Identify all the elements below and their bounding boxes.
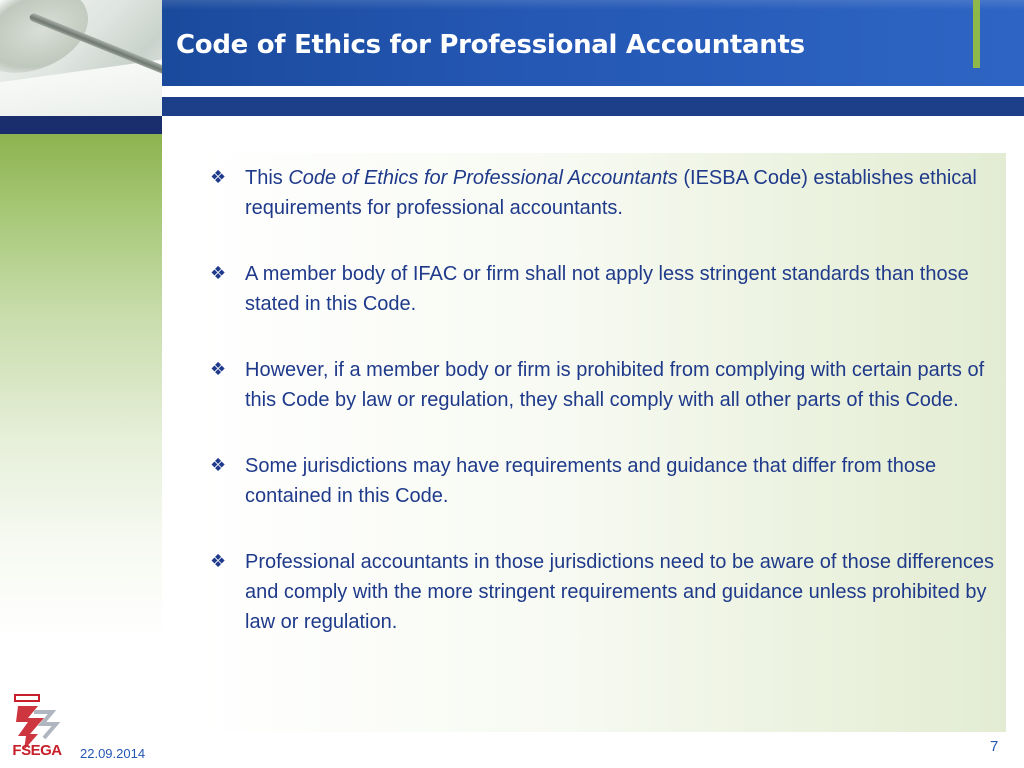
diamond-bullet-icon: ❖ (210, 551, 227, 572)
bullet-text-emphasis: Code of Ethics for Professional Accountants (288, 167, 678, 189)
diamond-bullet-icon: ❖ (210, 455, 227, 476)
content-box (196, 153, 1006, 732)
bullet-text-post: (IESBA Code) establishes ethical requirements for professional accountants. (245, 167, 977, 219)
diamond-bullet-icon: ❖ (210, 263, 227, 284)
fsega-logo-icon (4, 690, 66, 762)
header-divider (162, 86, 1024, 97)
bullet-item (210, 451, 995, 511)
bullet-text-pre: This (245, 167, 289, 189)
green-accent-bar (973, 0, 980, 68)
bullet-item (210, 355, 995, 415)
left-green-band (0, 134, 162, 768)
bullet-item (210, 163, 995, 223)
bullet-item (210, 259, 995, 319)
bullet-text: However, if a member body or firm is prohibited from complying with certain parts of this Code by law or regulation, they shall comply with all other parts of this Code. (245, 359, 985, 411)
diamond-bullet-icon: ❖ (210, 359, 227, 380)
title-bar (162, 0, 1024, 86)
bullet-list (210, 163, 995, 673)
header-navy-stripe (162, 97, 1024, 116)
header-photo (0, 0, 162, 116)
bullet-text: A member body of IFAC or firm shall not apply less stringent standards than those stated in this Code. (245, 263, 969, 315)
logo-text: FSEGA (12, 742, 62, 759)
left-navy-block (0, 116, 162, 134)
bullet-item (210, 547, 995, 637)
slide-title: Code of Ethics for Professional Accountants (176, 30, 805, 60)
diamond-bullet-icon: ❖ (210, 167, 227, 188)
bullet-text: Professional accountants in those jurisdictions need to be aware of those differences and comply with the more stringent requirements and guidance unless prohibited by law or regulation. (245, 551, 994, 633)
slide-date: 22.09.2014 (80, 746, 146, 761)
page-number: 7 (990, 738, 999, 755)
bullet-text: Some jurisdictions may have requirements and guidance that differ from those contained in this Code. (245, 455, 937, 507)
